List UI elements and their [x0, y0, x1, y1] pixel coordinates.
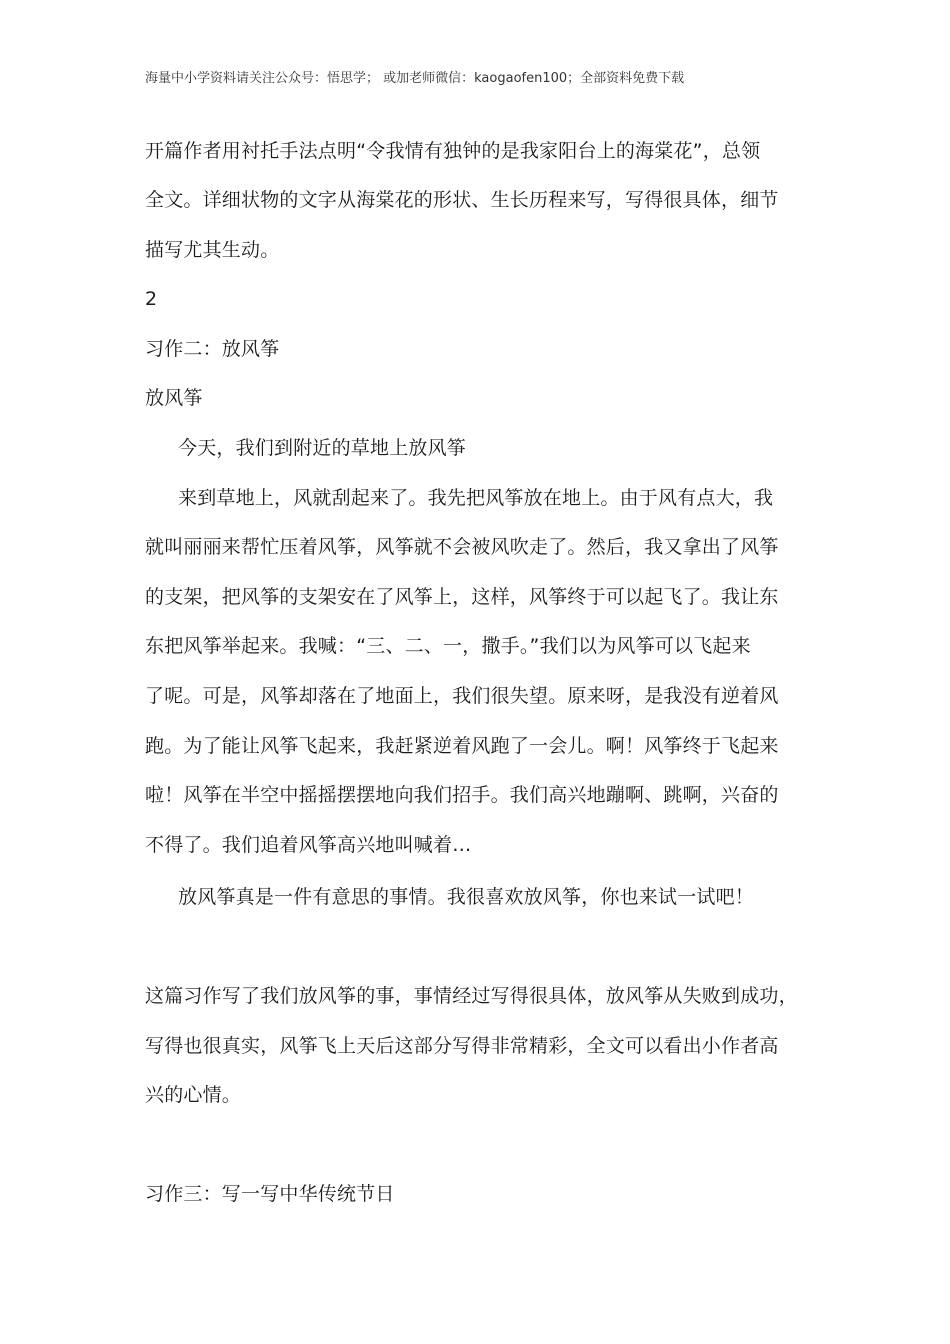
essay-paragraph-2-line-2: 就叫丽丽来帮忙压着风筝，风筝就不会被风吹走了。然后，我又拿出了风筝	[145, 536, 779, 558]
comment-line-3: 描写尤其生动。	[145, 239, 280, 261]
essay-paragraph-3: 放风筝真是一件有意思的事情。我很喜欢放风筝，你也来试一试吧！	[178, 886, 755, 908]
essay-paragraph-1: 今天，我们到附近的草地上放风筝	[178, 437, 467, 459]
essay-paragraph-2-line-1: 来到草地上，风就刮起来了。我先把风筝放在地上。由于风有点大，我	[178, 487, 774, 509]
essay-comment-line-1: 这篇习作写了我们放风筝的事，事情经过写得很具体，放风筝从失败到成功，	[145, 985, 798, 1007]
essay-paragraph-2-line-6: 跑。为了能让风筝飞起来，我赶紧逆着风跑了一会儿。啊！风筝终于飞起来	[145, 735, 779, 757]
essay-comment-line-2: 写得也很真实，风筝飞上天后这部分写得非常精彩，全文可以看出小作者高	[145, 1035, 779, 1057]
comment-line-2: 全文。详细状物的文字从海棠花的形状、生长历程来写，写得很具体，细节	[145, 189, 779, 211]
section-heading: 习作二：放风筝	[145, 338, 280, 360]
essay-paragraph-2-line-7: 啦！风筝在半空中摇摇摆摆地向我们招手。我们高兴地蹦啊、跳啊，兴奋的	[145, 784, 779, 806]
essay-paragraph-2-line-3: 的支架，把风筝的支架安在了风筝上，这样，风筝终于可以起飞了。我让东	[145, 586, 779, 608]
section-number: 2	[145, 288, 158, 310]
essay-paragraph-2-line-5: 了呢。可是，风筝却落在了地面上，我们很失望。原来呀，是我没有逆着风	[145, 685, 779, 707]
page-header-notice: 海量中小学资料请关注公众号：悟思学； 或加老师微信：kaogaofen100；全部资料免费下载	[145, 71, 685, 86]
essay-comment-line-3: 兴的心情。	[145, 1084, 242, 1106]
essay-paragraph-2-line-4: 东把风筝举起来。我喊：“三、二、一，撒手。”我们以为风筝可以飞起来	[145, 635, 751, 657]
comment-line-1: 开篇作者用衬托手法点明“令我情有独钟的是我家阳台上的海棠花”，总领	[145, 140, 761, 162]
essay-paragraph-2-line-8: 不得了。我们追着风筝高兴地叫喊着…	[145, 834, 472, 856]
essay-title: 放风筝	[145, 387, 203, 409]
next-section-heading: 习作三：写一写中华传统节日	[145, 1183, 395, 1205]
